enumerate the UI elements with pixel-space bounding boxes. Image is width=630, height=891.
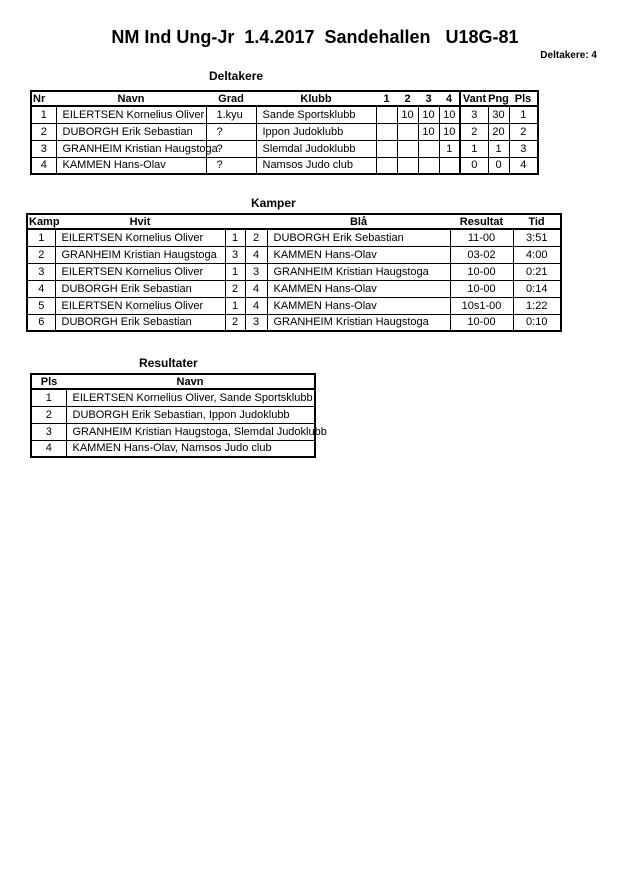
cell-resultat: 03-02: [450, 246, 513, 263]
header-hvit-nr: [225, 214, 245, 229]
cell-navn: DUBORGH Erik Sebastian: [56, 123, 206, 140]
cell-kamp: 1: [27, 229, 55, 246]
cell-grad: 1.kyu: [206, 106, 256, 123]
cell-hvit: EILERTSEN Kornelius Oliver: [55, 229, 225, 246]
header-navn: Navn: [56, 91, 206, 106]
cell-round-4: 10: [439, 106, 460, 123]
table-row: [31, 406, 315, 423]
cell-round-2: 10: [397, 106, 418, 123]
table-row: [31, 440, 315, 457]
table-row: [27, 314, 561, 331]
cell-tid: 0:14: [513, 280, 561, 297]
cell-round-3: 10: [418, 106, 439, 123]
cell-hvit: EILERTSEN Kornelius Oliver: [55, 297, 225, 314]
cell-navn: EILERTSEN Kornelius Oliver: [56, 106, 206, 123]
header-klubb: Klubb: [256, 91, 376, 106]
table-row: [31, 140, 538, 157]
deltakere-table: [30, 90, 539, 175]
header-bla-nr: [245, 214, 267, 229]
header-pls: Pls: [509, 91, 538, 106]
header-tid: Tid: [513, 214, 561, 229]
cell-nr: 1: [31, 106, 56, 123]
header-nr: Nr: [31, 91, 56, 106]
section-title-resultater: Resultater: [139, 356, 198, 370]
cell-vant: 0: [460, 157, 488, 174]
cell-bla: KAMMEN Hans-Olav: [267, 297, 450, 314]
cell-round-2: [397, 123, 418, 140]
table-header-row: [31, 374, 315, 389]
cell-bla: GRANHEIM Kristian Haugstoga: [267, 263, 450, 280]
header-hvit: Hvit: [55, 214, 225, 229]
cell-resultat: 10-00: [450, 314, 513, 331]
header-resultat: Resultat: [450, 214, 513, 229]
cell-grad: ?: [206, 140, 256, 157]
cell-png: 30: [488, 106, 509, 123]
table-row: [27, 229, 561, 246]
table-row: [31, 389, 315, 406]
section-title-kamper: Kamper: [251, 196, 296, 210]
cell-round-3: 10: [418, 123, 439, 140]
header-png: Png: [488, 92, 509, 105]
header-navn: Navn: [66, 374, 315, 389]
cell-hvit-nr: 1: [225, 263, 245, 280]
cell-round-3: [418, 140, 439, 157]
cell-kamp: 6: [27, 314, 55, 331]
cell-pls: 1: [509, 106, 538, 123]
table-header-row: [31, 91, 538, 106]
cell-hvit-nr: 3: [225, 246, 245, 263]
cell-bla: KAMMEN Hans-Olav: [267, 246, 450, 263]
cell-tid: 0:21: [513, 263, 561, 280]
table-header-row: [27, 214, 561, 229]
cell-grad: ?: [206, 123, 256, 140]
cell-round-4: [439, 157, 460, 174]
header-round-4: 4: [439, 91, 460, 106]
cell-navn: GRANHEIM Kristian Haugstoga, Slemdal Judoklubb: [66, 423, 315, 440]
section-title-deltakere: Deltakere: [209, 69, 264, 83]
cell-tid: 3:51: [513, 229, 561, 246]
cell-resultat: 10s1-00: [450, 297, 513, 314]
cell-round-1: [376, 123, 397, 140]
cell-pls: 3: [31, 423, 66, 440]
page-title: NM Ind Ung-Jr 1.4.2017 Sandehallen U18G-81: [111, 27, 519, 47]
table-row: [27, 297, 561, 314]
table-row: [27, 263, 561, 280]
cell-grad: ?: [206, 157, 256, 174]
header-round-1: 1: [376, 91, 397, 106]
kamper-table: [26, 213, 562, 332]
cell-pls: 1: [31, 389, 66, 406]
cell-kamp: 4: [27, 280, 55, 297]
cell-hvit: DUBORGH Erik Sebastian: [55, 314, 225, 331]
cell-hvit-nr: 2: [225, 314, 245, 331]
cell-nr: 4: [31, 157, 56, 174]
cell-resultat: 10-00: [450, 263, 513, 280]
cell-tid: 1:22: [513, 297, 561, 314]
cell-bla: DUBORGH Erik Sebastian: [267, 229, 450, 246]
header-round-3: 3: [418, 91, 439, 106]
cell-pls: 2: [31, 406, 66, 423]
cell-tid: 4:00: [513, 246, 561, 263]
cell-kamp: 3: [27, 263, 55, 280]
cell-navn: EILERTSEN Kornelius Oliver, Sande Sportsklubb: [66, 389, 315, 406]
cell-klubb: Slemdal Judoklubb: [256, 140, 376, 157]
cell-hvit: EILERTSEN Kornelius Oliver: [55, 263, 225, 280]
cell-hvit-nr: 1: [225, 297, 245, 314]
cell-bla: KAMMEN Hans-Olav: [267, 280, 450, 297]
table-row: [31, 157, 538, 174]
cell-hvit: DUBORGH Erik Sebastian: [55, 280, 225, 297]
cell-navn: KAMMEN Hans-Olav: [56, 157, 206, 174]
cell-bla: GRANHEIM Kristian Haugstoga: [267, 314, 450, 331]
cell-png: 20: [488, 123, 509, 140]
cell-png: 1: [488, 140, 509, 157]
cell-hvit-nr: 2: [225, 280, 245, 297]
cell-hvit: GRANHEIM Kristian Haugstoga: [55, 246, 225, 263]
cell-round-4: 1: [439, 140, 460, 157]
cell-pls: 3: [509, 140, 538, 157]
cell-pls: 2: [509, 123, 538, 140]
table-row: [31, 123, 538, 140]
cell-resultat: 10-00: [450, 280, 513, 297]
cell-navn: GRANHEIM Kristian Haugstoga: [56, 140, 206, 157]
cell-kamp: 5: [27, 297, 55, 314]
cell-round-4: 10: [439, 123, 460, 140]
cell-bla-nr: 2: [245, 229, 267, 246]
header-vant: Vant: [460, 91, 488, 106]
cell-navn: DUBORGH Erik Sebastian, Ippon Judoklubb: [66, 406, 315, 423]
cell-bla-nr: 4: [245, 246, 267, 263]
participants-count: Deltakere: 4: [540, 50, 597, 61]
cell-kamp: 2: [27, 246, 55, 263]
cell-bla-nr: 4: [245, 297, 267, 314]
cell-klubb: Ippon Judoklubb: [256, 123, 376, 140]
cell-nr: 3: [31, 140, 56, 157]
cell-bla-nr: 4: [245, 280, 267, 297]
resultater-table: [30, 373, 327, 458]
table-row: [27, 246, 561, 263]
cell-tid: 0:10: [513, 314, 561, 331]
header-pls: Pls: [31, 374, 66, 389]
header-round-2: 2: [397, 91, 418, 106]
cell-klubb: Sande Sportsklubb: [256, 106, 376, 123]
cell-png: 0: [488, 157, 509, 174]
cell-pls: 4: [31, 440, 66, 457]
header-grad: Grad: [206, 91, 256, 106]
cell-pls: 4: [509, 157, 538, 174]
header-bla: Blå: [267, 214, 450, 229]
table-row: [31, 423, 315, 440]
cell-round-1: [376, 106, 397, 123]
cell-round-1: [376, 140, 397, 157]
cell-bla-nr: 3: [245, 314, 267, 331]
cell-vant: 2: [460, 123, 488, 140]
cell-vant: 1: [460, 140, 488, 157]
cell-nr: 2: [31, 123, 56, 140]
table-row: [31, 106, 538, 123]
cell-navn: KAMMEN Hans-Olav, Namsos Judo club: [66, 440, 315, 457]
cell-hvit-nr: 1: [225, 229, 245, 246]
cell-round-1: [376, 157, 397, 174]
header-kamp: Kamp: [29, 215, 60, 228]
cell-round-2: [397, 140, 418, 157]
table-row: [27, 280, 561, 297]
cell-resultat: 11-00: [450, 229, 513, 246]
cell-round-3: [418, 157, 439, 174]
cell-bla-nr: 3: [245, 263, 267, 280]
cell-round-2: [397, 157, 418, 174]
cell-klubb: Namsos Judo club: [256, 157, 376, 174]
cell-vant: 3: [460, 106, 488, 123]
